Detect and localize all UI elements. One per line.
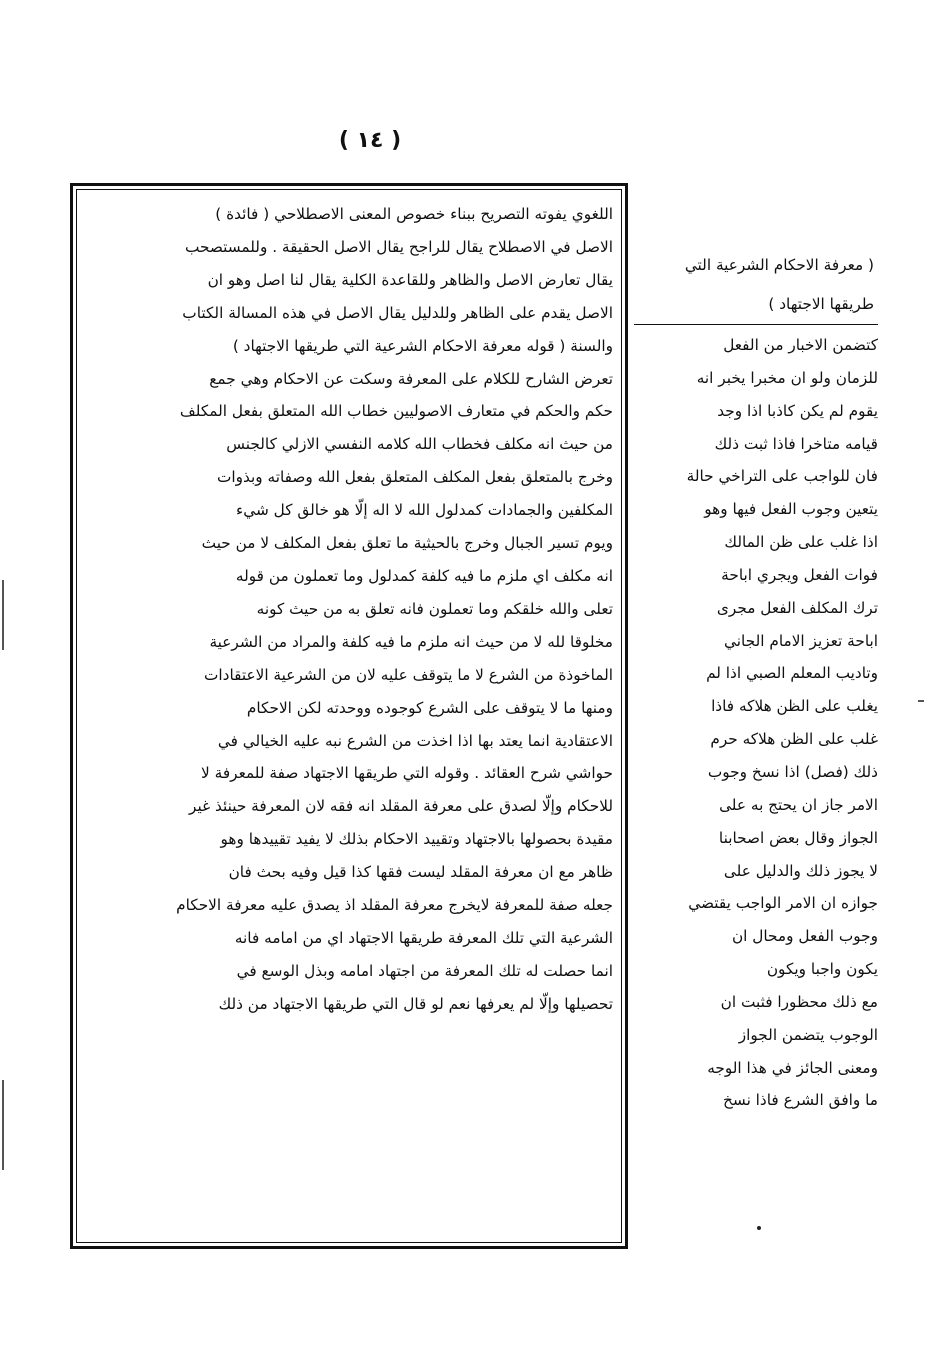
main-text-line: للاحكام وإلّا لصدق على معرفة المقلد انه فقه لان المعرفة حينئذ غير [189,797,613,816]
margin-body-line: يغلب على الظن هلاكه فاذا [711,697,878,716]
margin-body-line: اباحة تعزيز الامام الجاني [724,631,878,650]
margin-body-line: كتضمن الاخبار من الفعل [723,336,878,354]
margin-body-line: جوازه ان الامر الواجب يقتضي [688,894,878,913]
main-text-line: الشرعية التي تلك المعرفة طريقها الاجتهاد اي من امامه فانه [234,928,613,947]
margin-body-line: لا يجوز ذلك والدليل على [723,861,878,880]
margin-body-line: غلب على الظن هلاكه حرم [710,730,878,749]
margin-body-line: ذلك (فصل) اذا نسخ وجوب [707,762,878,781]
margin-body-line: يقوم لم يكن كاذبا اذا وجد [717,401,878,420]
main-text-line: وخرج بالمتعلق بفعل المكلف المتعلق بفعل الله وصفاته وبذوات [216,468,613,487]
main-text-line: والسنة ( قوله معرفة الاحكام الشرعية التي طريقها الاجتهاد ) [232,336,613,355]
margin-body-line: فوات الفعل ويجري اباحة [721,565,878,584]
margin-body-line: الامر جاز ان يحتج به على [719,795,878,814]
main-text-line: الماخوذة من الشرع لا ما يتوقف عليه لان من الشرعية الاعتقادات [203,665,613,684]
margin-body [630,329,878,1117]
scan-edge-mark [2,580,4,650]
margin-heading-line: ( معرفة الاحكام الشرعية التي [684,256,874,274]
scan-edge-mark [918,700,924,702]
margin-body-line: ترك المكلف الفعل مجرى [716,598,878,617]
margin-body-line: اذا غلب على ظن المالك [724,533,878,552]
main-text-line: يقال تعارض الاصل والظاهر وللقاعدة الكلية يقال لنا اصل وهو ان [207,270,613,289]
margin-heading [630,246,878,324]
margin-body-line: مع ذلك محظورا فثبت ان [720,992,878,1011]
margin-heading-line: طريقها الاجتهاد ) [768,295,874,313]
main-text-line: انما حصلت له تلك المعرفة من اجتهاد امامه وبذل الوسع في [236,961,613,980]
main-text-line: جعله صفة للمعرفة لايخرج معرفة المقلد اذ يصدق عليه معرفة الاحكام [176,896,613,915]
margin-body-line: يكون واجبا ويكون [766,960,878,979]
main-text-line: من حيث انه مكلف فخطاب الله كلامه النفسي الازلي كالجنس [226,435,613,454]
margin-body-line: الوجوب يتضمن الجواز [738,1025,878,1044]
main-text-line: انه مكلف اي ملزم ما فيه كلفة كمدلول وما تعملون من قوله [235,566,613,585]
margin-body-line: وتاديب المعلم الصبي اذا لم [706,664,878,683]
main-text-frame [70,183,628,1249]
margin-commentary [630,246,878,1117]
main-text-line: تعلى والله خلقكم وما تعملون فانه تعلق به من حيث كونه [256,599,613,618]
margin-body-line: للزمان ولو ان مخبرا يخبر انه [696,368,878,387]
margin-body-line: وجوب الفعل ومحال ان [731,927,878,946]
main-text-line: تحصيلها وإلّا لم يعرفها نعم لو قال التي طريقها الاجتهاد من ذلك [218,994,613,1013]
main-text-line: مقيدة بحصولها بالاجتهاد وتقييد الاحكام بذلك لا يفيد تقييدها وهو [220,830,613,849]
main-text-line: الاصل يقدم على الظاهر وللدليل يقال الاصل في هذه المسالة الكتاب [182,303,613,322]
margin-body-line: ومعنى الجائز في هذا الوجه [707,1058,878,1077]
main-text-line: اللغوي يفوته التصريح ببناء خصوص المعنى الاصطلاحي ( فائدة ) [215,205,613,223]
main-text-line: ومنها ما لا يتوقف على الشرع كوجوده ووحدته لكن الاحكام [246,698,613,717]
margin-body-line: الجواز وقال بعض اصحابنا [718,828,878,847]
page-number: ( ١٤ ) [338,128,402,153]
main-text-line: تعرض الشارح للكلام على المعرفة وسكت عن الاحكام وهي جمع [209,369,613,388]
main-text-line: مخلوقا لله لا من حيث انه ملزم ما فيه كلفة والمراد من الشرعية [209,632,613,651]
main-text-line: المكلفين والجمادات كمدلول الله لا اله إلّا هو خالق كل شيء [236,501,613,520]
main-text-body [87,198,613,1236]
main-text-line: حكم والحكم في متعارف الاصوليين خطاب الله المتعلق بفعل المكلف [179,402,613,421]
margin-body-line: فان للواجب على التراخي حالة [686,467,878,486]
main-text-line: الاصل في الاصطلاح يقال للراجح يقال الاصل الحقيقة . وللمستصحب [184,237,613,256]
margin-heading-rule [634,324,878,325]
main-text-line: ظاهر مع ان معرفة المقلد ليست فقها كذا قيل وفيه بحث فان [228,863,613,882]
main-text-line: الاعتقادية انما يعتد بها اذا اخذت من الشرع نبه عليه الخيالي في [217,731,613,750]
ink-dot [757,1226,761,1230]
main-text-line: حواشي شرح العقائد . وقوله التي طريقها الاجتهاد صفة للمعرفة لا [201,764,613,783]
main-text-line: ويوم تسير الجبال وخرج بالحيثية ما تعلق بفعل المكلف لا من حيث [201,534,613,553]
margin-body-line: قيامه متاخرا فاذا ثبت ذلك [714,434,878,453]
scan-edge-mark [2,1080,4,1170]
margin-body-line: ما وافق الشرع فاذا نسخ [723,1091,878,1110]
margin-body-line: يتعين وجوب الفعل فيها وهو [704,500,878,519]
